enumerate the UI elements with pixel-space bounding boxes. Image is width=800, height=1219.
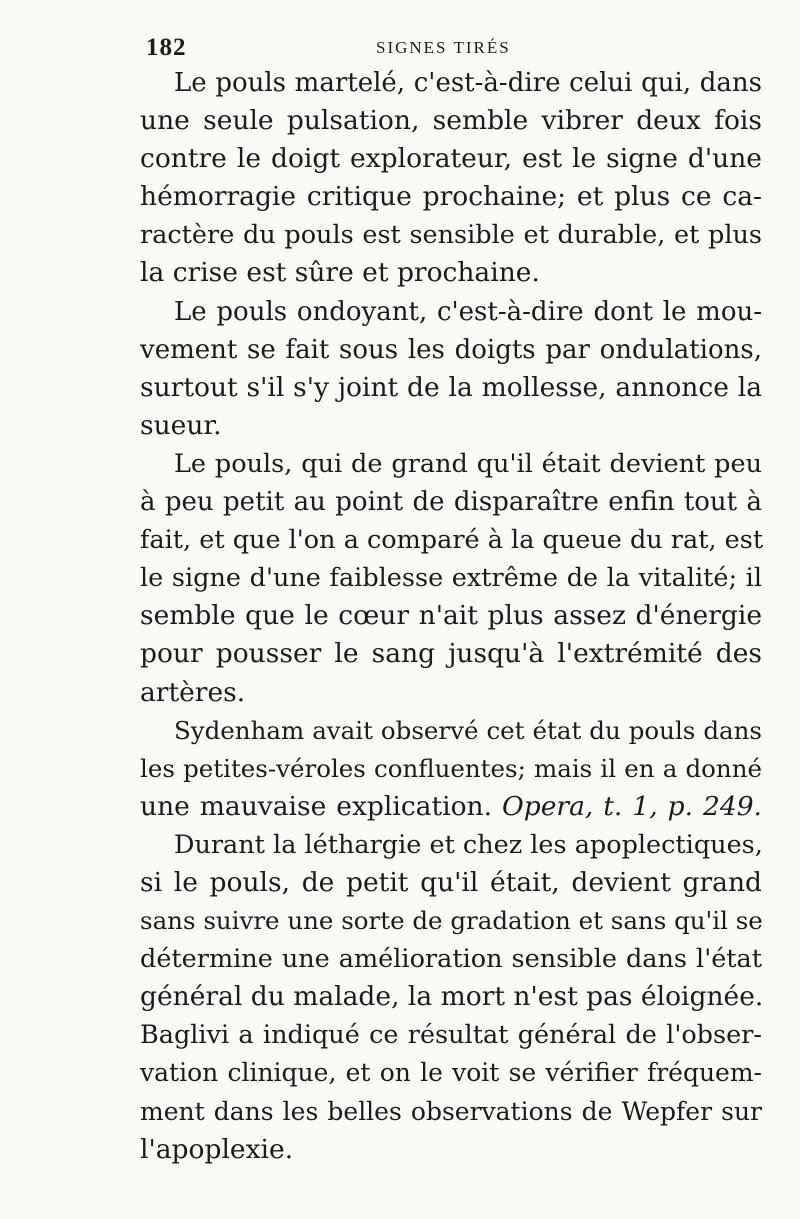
- text-line: semble que le cœur n'ait plus assez d'énergie: [140, 600, 762, 632]
- text-fragment: une mauvaise explication.: [140, 790, 493, 822]
- text-line: la crise est sûre et prochaine.: [140, 257, 540, 289]
- text-line: les petites-véroles confluentes; mais il en a donné: [140, 753, 762, 783]
- paragraph: [140, 64, 762, 293]
- paragraph: [140, 826, 762, 1169]
- running-head: SIGNES TIRÉS: [376, 38, 511, 57]
- text-line: pour pousser le sang jusqu'à l'extrémité des: [140, 638, 762, 670]
- text-line: l'apoplexie.: [140, 1133, 294, 1165]
- text-line: Baglivi a indiqué ce résultat général de l'obser-: [140, 1020, 762, 1051]
- body-text: [140, 64, 762, 1169]
- text-line: Le pouls ondoyant, c'est-à-dire dont le mou-: [174, 296, 762, 327]
- text-line: ractère du pouls est sensible et durable, et plus: [140, 220, 762, 251]
- citation: Opera, t. 1, p. 249.: [502, 790, 762, 822]
- text-line: artères.: [140, 676, 246, 708]
- text-line: le signe d'une faiblesse extrême de la vitalité; il: [140, 563, 762, 594]
- text-line: si le pouls, de petit qu'il était, devient grand: [140, 866, 762, 898]
- text-line: détermine une amélioration sensible dans l'état: [140, 944, 762, 975]
- text-line: fait, et que l'on a comparé à la queue du rat, est: [140, 525, 764, 556]
- text-line: ment dans les belles observations de Wepfer sur: [140, 1096, 762, 1126]
- paragraph: [140, 293, 762, 445]
- paragraph: [140, 445, 762, 712]
- text-line: Durant la léthargie et chez les apoplectiques,: [174, 829, 763, 860]
- text-line: Sydenham avait observé cet état du pouls dans: [174, 715, 762, 745]
- text-line: une seule pulsation, semble vibrer deux fois: [140, 105, 762, 137]
- text-line: vation clinique, et on le voit se vérifier fréquem-: [140, 1058, 762, 1088]
- text-line: contre le doigt explorateur, est le signe d'une: [140, 143, 762, 175]
- text-line: Le pouls martelé, c'est-à-dire celui qui, dans: [174, 68, 762, 98]
- text-line: vement se fait sous les doigts par ondulations,: [140, 334, 762, 365]
- text-line: à peu petit au point de disparaître enfin tout à: [140, 487, 762, 518]
- page-header: [146, 34, 766, 62]
- text-line: Le pouls, qui de grand qu'il était devient peu: [174, 448, 762, 479]
- text-line: surtout s'il s'y joint de la mollesse, annonce la: [140, 371, 762, 403]
- text-line: hémorragie critique prochaine; et plus ce ca-: [140, 181, 762, 213]
- text-line: général du malade, la mort n'est pas éloignée.: [140, 981, 764, 1013]
- text-line: sueur.: [140, 409, 222, 441]
- text-line: sans suivre une sorte de gradation et sans qu'il se: [140, 906, 763, 936]
- paragraph: [140, 712, 762, 826]
- text-line-with-citation: [140, 788, 762, 826]
- page-number: 182: [146, 34, 187, 61]
